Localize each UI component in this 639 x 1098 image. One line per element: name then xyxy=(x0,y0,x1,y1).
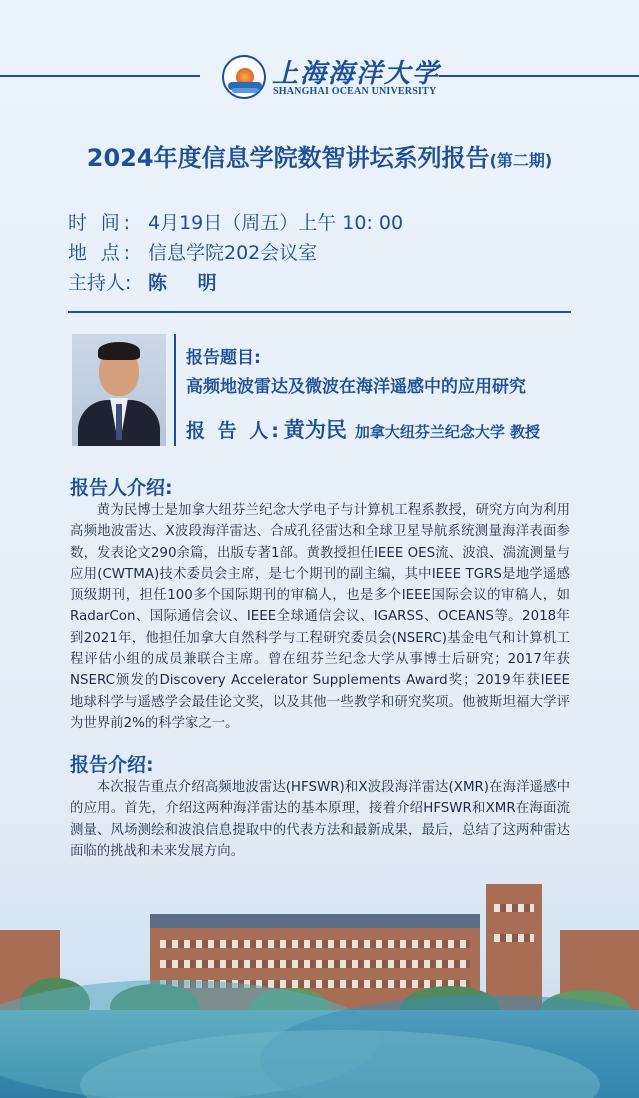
speaker-photo xyxy=(72,334,166,446)
university-name-cn: 上海海洋大学 xyxy=(272,59,441,89)
speaker-name: 黄为民 xyxy=(283,418,347,442)
header-rule-left xyxy=(0,75,200,77)
host-row xyxy=(68,268,403,298)
event-meta xyxy=(68,208,403,298)
bio-heading: 报告人介绍: xyxy=(70,477,173,499)
host-label: 主持人: xyxy=(68,272,132,294)
title-issue: (第二期) xyxy=(489,151,553,170)
speaker-label: 报 告 人: xyxy=(186,420,282,442)
speaker-line xyxy=(186,414,540,444)
university-name-en: SHANGHAI OCEAN UNIVERSITY xyxy=(273,86,437,97)
time-row xyxy=(68,208,403,238)
speaker-affiliation: 加拿大纽芬兰纪念大学 教授 xyxy=(354,423,541,441)
place-value: 信息学院202会议室 xyxy=(148,242,318,264)
photo-divider xyxy=(174,334,176,446)
place-label: 地 点: xyxy=(68,242,130,264)
section-divider xyxy=(68,311,571,313)
bio-text: 黄为民博士是加拿大纽芬兰纪念大学电子与计算机工程系教授，研究方向为利用高频地波雷达、X波段海洋雷达、合成孔径雷达和全球卫星导航系统测量海洋表面参数，发表论文290余篇，出版专著1部。黄教授担任IEEE OES流、波浪、湍流测量与应用(CWTMA)技术委员会主席，是七个期刊的副主编，其中IEEE TGRS是地学遥感顶级期刊，担任100多个国际期刊的审稿人，也是多个IEEE国际会议的审稿人，如RadarCon、国际通信会议、IEEE全球通信会议、IGARSS、OCEANS等。2018年到2021年，他担任加拿大自然科学与工程研究委员会(NSERC)基金电气和计算机工程评估小组的成员兼联合主席。曾在纽芬兰纪念大学从事博士后研究；2017年获NSERC颁发的Discovery Accelerator Supplements Award奖；2019年获IEEE地球科学与遥感学会最佳论文奖，以及其他一些教学和研究奖项。他被斯坦福大学评为世界前2%的科学家之一。 xyxy=(70,503,570,731)
talk-title-label: 报告题目: xyxy=(186,348,261,368)
header-rule-right xyxy=(439,75,639,77)
page-title xyxy=(0,138,639,173)
abstract-heading: 报告介绍: xyxy=(70,754,154,776)
university-seal-icon xyxy=(222,55,266,99)
title-main: 2024年度信息学院数智讲坛系列报告 xyxy=(86,144,490,172)
host-value: 陈 明 xyxy=(148,272,229,294)
place-row xyxy=(68,238,403,268)
time-value: 4月19日（周五）上午 10: 00 xyxy=(148,212,404,234)
campus-illustration xyxy=(0,860,639,1098)
talk-title: 高频地波雷达及微波在海洋遥感中的应用研究 xyxy=(186,377,526,397)
time-label: 时 间: xyxy=(68,212,130,234)
abstract-text: 本次报告重点介绍高频地波雷达(HFSWR)和X波段海洋雷达(XMR)在海洋遥感中的应用。首先，介绍这两种海洋雷达的基本原理，接着介绍HFSWR和XMR在海面流测量、风场测绘和波浪信息提取中的代表方法和最新成果，最后，总结了这两种雷达面临的挑战和未来发展方向。 xyxy=(70,780,570,859)
